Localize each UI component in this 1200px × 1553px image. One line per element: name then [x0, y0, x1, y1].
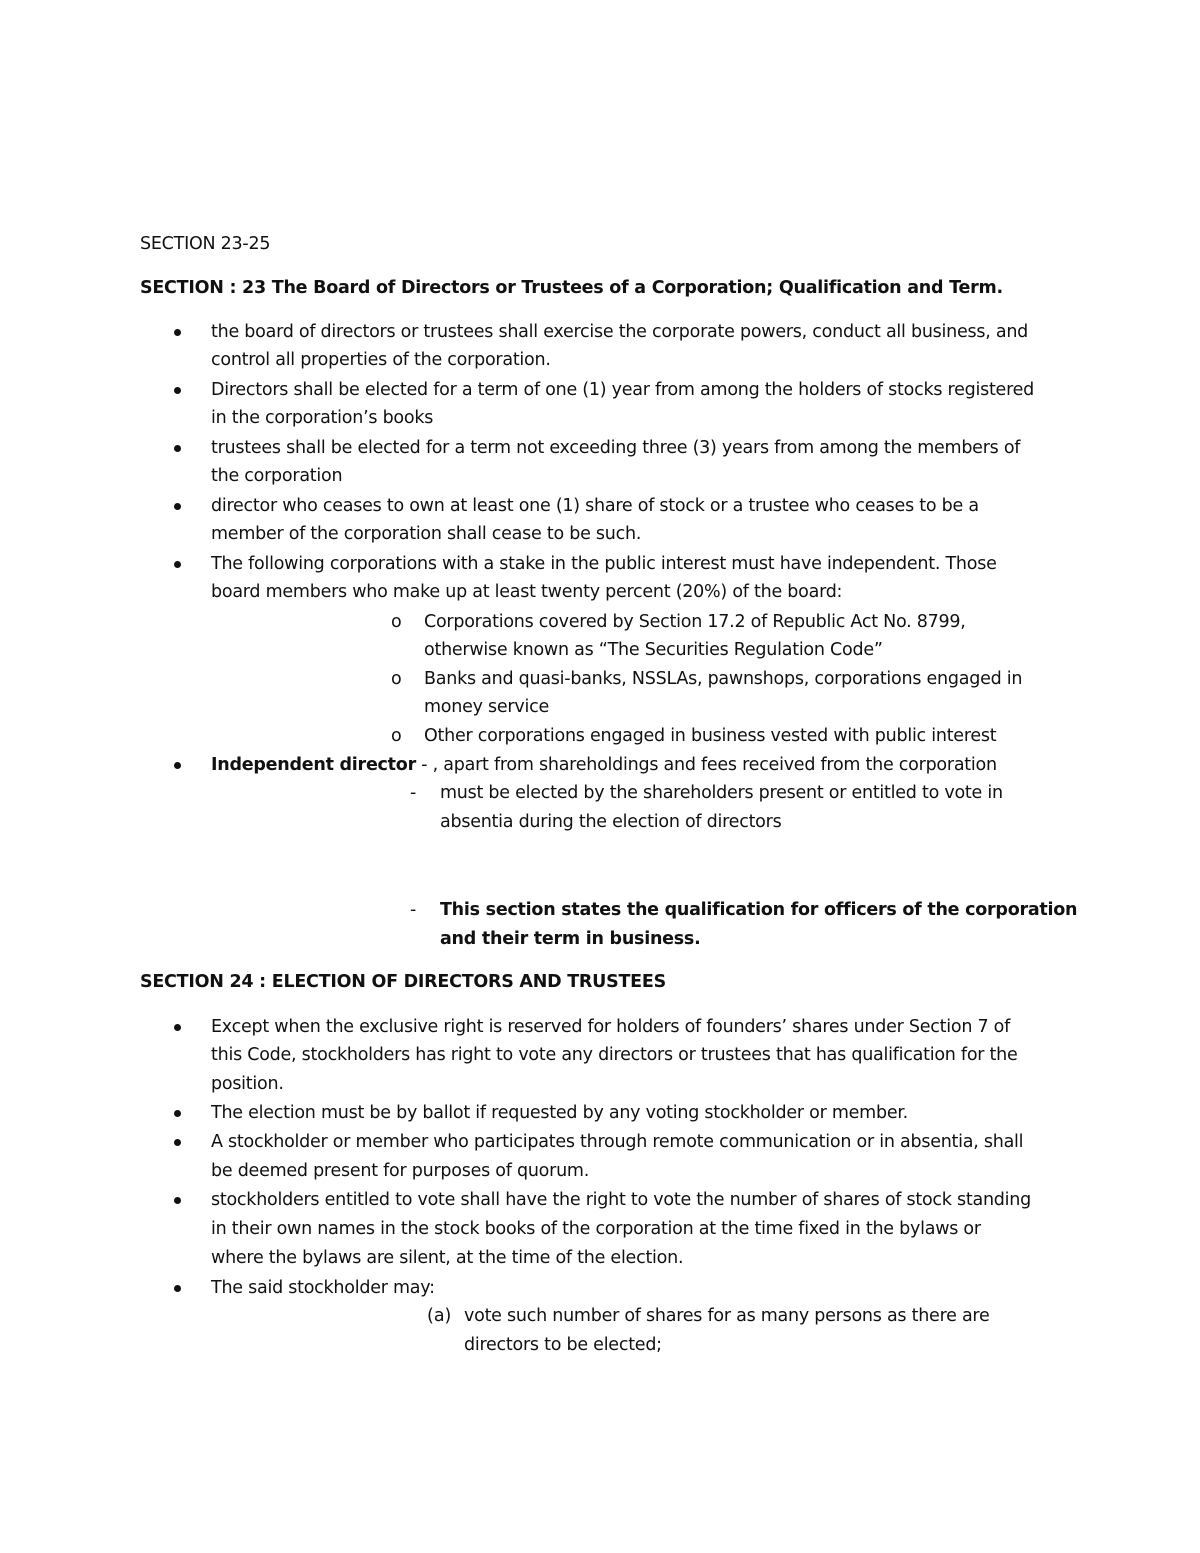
list-item-text: position. [211, 1074, 284, 1094]
list-item-text: A stockholder or member who participates through remote communication or in absentia, shall [211, 1132, 1024, 1152]
bullet-icon [174, 329, 181, 336]
list-item-text: The said stockholder may: [211, 1278, 435, 1298]
sub-list-item-text: Other corporations engaged in business vested with public interest [424, 726, 997, 746]
list-item-text: board members who make up at least twenty percent (20%) of the board: [211, 582, 843, 602]
sub-bullet-marker: o [391, 612, 402, 632]
list-item-text: in the corporation’s books [211, 408, 434, 428]
list-item-text: the board of directors or trustees shall exercise the corporate powers, conduct all business, and [211, 322, 1029, 342]
dash-item-text: absentia during the election of directors [440, 812, 782, 832]
list-item-text: stockholders entitled to vote shall have the right to vote the number of shares of stock standing [211, 1190, 1031, 1210]
list-item-text: trustees shall be elected for a term not exceeding three (3) years from among the members of [211, 438, 1021, 458]
bullet-icon [174, 1110, 181, 1117]
list-item-text: Directors shall be elected for a term of one (1) year from among the holders of stocks registered [211, 380, 1035, 400]
list-item-text: control all properties of the corporation. [211, 350, 551, 370]
enumeration-marker: (a) [427, 1306, 452, 1326]
bullet-icon [174, 762, 181, 769]
independent-director-term: Independent director [211, 755, 416, 775]
sub-bullet-marker: o [391, 726, 402, 746]
bullet-icon [174, 445, 181, 452]
bullet-icon [174, 387, 181, 394]
list-item-text: the corporation [211, 466, 343, 486]
dash-marker: - [410, 900, 417, 920]
sub-list-item-text: Banks and quasi-banks, NSSLAs, pawnshops, corporations engaged in [424, 669, 1023, 689]
dash-item-text: This section states the qualification for officers of the corporation [440, 900, 1078, 920]
list-item-text: The election must be by ballot if requested by any voting stockholder or member. [211, 1103, 908, 1123]
section-23-heading: SECTION : 23 The Board of Directors or Trustees of a Corporation; Qualification and Term. [140, 278, 1003, 298]
list-item-text: this Code, stockholders has right to vote any directors or trustees that has qualification for the [211, 1045, 1018, 1065]
enumeration-item-text: directors to be elected; [464, 1335, 662, 1355]
section-24-heading: SECTION 24 : ELECTION OF DIRECTORS AND TRUSTEES [140, 972, 666, 992]
dash-marker: - [410, 783, 417, 803]
list-item-text: where the bylaws are silent, at the time of the election. [211, 1248, 684, 1268]
bullet-icon [174, 1197, 181, 1204]
sub-list-item-text: Corporations covered by Section 17.2 of Republic Act No. 8799, [424, 612, 966, 632]
bullet-icon [174, 1024, 181, 1031]
dash-item-text: and their term in business. [440, 929, 701, 949]
sub-bullet-marker: o [391, 669, 402, 689]
bullet-icon [174, 1139, 181, 1146]
independent-director-desc: - , apart from shareholdings and fees received from the corporation [415, 755, 997, 775]
sub-list-item-text: money service [424, 697, 549, 717]
dash-item-text: must be elected by the shareholders present or entitled to vote in [440, 783, 1003, 803]
list-item-text: be deemed present for purposes of quorum. [211, 1161, 590, 1181]
bullet-icon [174, 561, 181, 568]
list-item-text: in their own names in the stock books of the corporation at the time fixed in the bylaws or [211, 1219, 981, 1239]
enumeration-item-text: vote such number of shares for as many persons as there are [464, 1306, 990, 1326]
list-item-text: Except when the exclusive right is reserved for holders of founders’ shares under Section 7 of [211, 1017, 1011, 1037]
list-item-text [211, 754, 997, 776]
bullet-icon [174, 503, 181, 510]
sub-list-item-text: otherwise known as “The Securities Regulation Code” [424, 640, 883, 660]
list-item-text: director who ceases to own at least one (1) share of stock or a trustee who ceases to be a [211, 496, 979, 516]
document-title: SECTION 23-25 [140, 234, 271, 254]
list-item-text: The following corporations with a stake in the public interest must have independent. Those [211, 554, 997, 574]
list-item-text: member of the corporation shall cease to be such. [211, 524, 642, 544]
bullet-icon [174, 1285, 181, 1292]
